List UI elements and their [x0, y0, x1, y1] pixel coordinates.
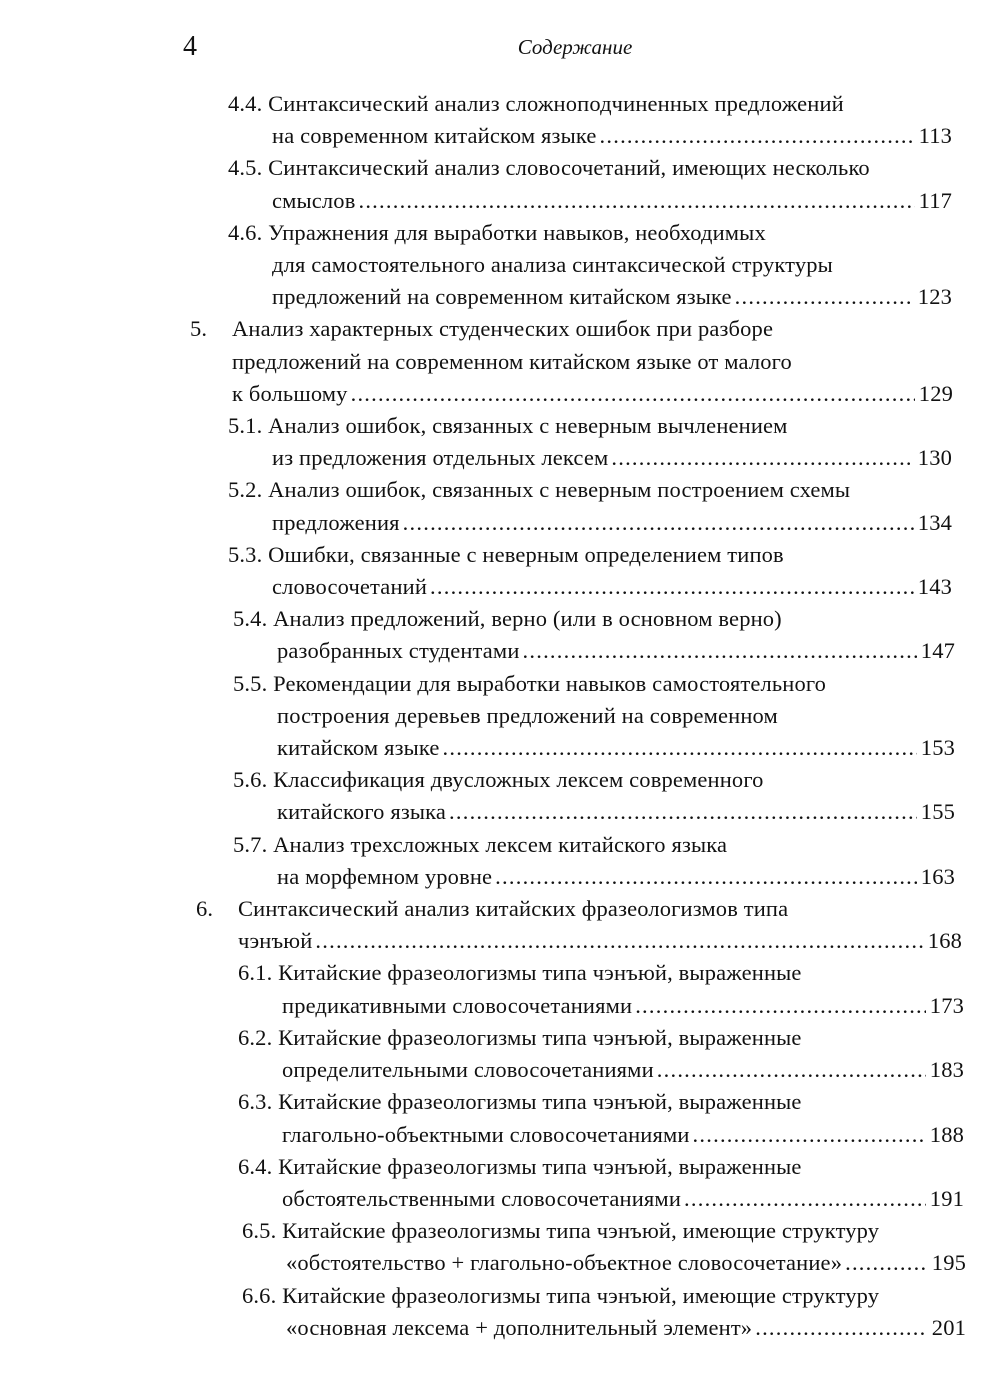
- toc-entry-5-3[interactable]: [0, 539, 1000, 603]
- toc-page-number: 173: [929, 992, 964, 1018]
- toc-entry-number: 6.6.: [242, 1282, 277, 1308]
- toc-entry-title: Анализ ошибок, связанных с неверным вычленением: [268, 413, 788, 439]
- running-title: Содержание: [517, 35, 633, 59]
- dot-leader: [358, 185, 914, 217]
- toc-entry-title-end: чэнъюй: [238, 928, 313, 954]
- dot-leader: [315, 925, 923, 957]
- toc-entry-number: 6.1.: [238, 960, 273, 986]
- dot-leader: [403, 507, 914, 539]
- dot-leader: [443, 732, 917, 764]
- toc-page-number: 155: [920, 799, 955, 825]
- toc-entry-6-6[interactable]: [0, 1280, 1000, 1344]
- toc-entry-5-1[interactable]: [0, 410, 1000, 474]
- toc-entry-6-1[interactable]: [0, 957, 1000, 1021]
- toc-entry-title-end: на современном китайском языке: [272, 123, 597, 149]
- toc-entry-title: Синтаксический анализ словосочетаний, имеющих несколько: [268, 155, 870, 181]
- toc-entry-title: Классификация двусложных лексем современного: [273, 767, 764, 793]
- toc-page-number: 123: [917, 284, 952, 310]
- toc-entry-5-7[interactable]: [0, 829, 1000, 893]
- toc-entry-title-end: определительными словосочетаниями: [282, 1057, 654, 1083]
- toc-entry-title-cont: предложений на современном китайском языке от малого: [232, 348, 792, 374]
- toc-entry-title: Упражнения для выработки навыков, необходимых: [268, 219, 766, 245]
- toc-entry-title: Китайские фразеологизмы типа чэнъюй, выраженные: [278, 1153, 802, 1179]
- toc-entry-number: 5.: [190, 316, 208, 342]
- dot-leader: [735, 281, 914, 313]
- toc-entry-number: 5.5.: [233, 670, 268, 696]
- toc-entry-number: 4.6.: [228, 219, 263, 245]
- toc-entry-6-4[interactable]: [0, 1151, 1000, 1215]
- toc-page-number: 188: [929, 1121, 964, 1147]
- toc-entry-title: Синтаксический анализ сложноподчиненных предложений: [268, 91, 844, 116]
- dot-leader: [693, 1119, 926, 1151]
- toc-page-number: 130: [917, 445, 952, 471]
- toc-page-number: 143: [917, 574, 952, 600]
- toc-entry-title: Китайские фразеологизмы типа чэнъюй, имеющие структуру: [282, 1282, 880, 1308]
- toc-entry-number: 4.5.: [228, 155, 263, 181]
- table-of-contents: [0, 88, 1000, 1344]
- toc-entry-number: 5.6.: [233, 767, 268, 793]
- toc-entry-title: Анализ характерных студенческих ошибок при разборе: [232, 316, 774, 342]
- toc-entry-title-cont: для самостоятельного анализа синтаксической структуры: [272, 252, 833, 278]
- toc-entry-4-4[interactable]: [0, 88, 1000, 152]
- toc-entry-number: 6.4.: [238, 1153, 273, 1179]
- toc-entry-6-2[interactable]: [0, 1022, 1000, 1086]
- toc-entry-4-6[interactable]: [0, 217, 1000, 314]
- toc-page-number: 129: [918, 380, 953, 406]
- toc-entry-title: Китайские фразеологизмы типа чэнъюй, выраженные: [278, 1024, 802, 1050]
- toc-entry-5-6[interactable]: [0, 764, 1000, 828]
- toc-page-number: 163: [920, 863, 955, 889]
- toc-entry-title: Анализ ошибок, связанных с неверным построением схемы: [268, 477, 851, 503]
- toc-entry-number: 5.3.: [228, 541, 263, 567]
- toc-entry-number: 6.3.: [238, 1089, 273, 1115]
- toc-entry-6-3[interactable]: [0, 1086, 1000, 1150]
- toc-entry-title-end: предикативными словосочетаниями: [282, 992, 633, 1018]
- dot-leader: [430, 571, 914, 603]
- toc-entry-number: 4.4.: [228, 91, 263, 116]
- toc-entry-5[interactable]: [0, 313, 1000, 410]
- toc-page-number: 113: [918, 123, 952, 149]
- toc-entry-6-5[interactable]: [0, 1215, 1000, 1279]
- toc-entry-title-end: предложений на современном китайском языке: [272, 284, 732, 310]
- toc-entry-title-end: «основная лексема + дополнительный элемент»: [286, 1314, 753, 1340]
- toc-entry-6[interactable]: [0, 893, 1000, 957]
- dot-leader: [684, 1183, 926, 1215]
- dot-leader: [635, 990, 926, 1022]
- toc-entry-4-5[interactable]: [0, 152, 1000, 216]
- dot-leader: [611, 442, 913, 474]
- toc-page-number: 117: [918, 187, 952, 213]
- toc-entry-title: Синтаксический анализ китайских фразеологизмов типа: [238, 896, 789, 922]
- toc-page-number: 191: [929, 1185, 964, 1211]
- toc-entry-title-end: на морфемном уровне: [277, 863, 493, 889]
- toc-entry-number: 6.: [196, 896, 214, 922]
- toc-page-number: 147: [920, 638, 955, 664]
- toc-entry-title-end: предложения: [272, 509, 400, 535]
- toc-entry-title-end: китайском языке: [277, 735, 440, 761]
- toc-entry-title-cont: построения деревьев предложений на современном: [277, 702, 778, 728]
- toc-entry-title-end: «обстоятельство + глагольно-объектное словосочетание»: [286, 1250, 843, 1276]
- toc-entry-5-5[interactable]: [0, 668, 1000, 765]
- dot-leader: [495, 861, 917, 893]
- toc-entry-title: Китайские фразеологизмы типа чэнъюй, выраженные: [278, 1089, 802, 1115]
- toc-entry-number: 6.2.: [238, 1024, 273, 1050]
- page-number: 4: [183, 31, 197, 62]
- toc-entry-5-2[interactable]: [0, 474, 1000, 538]
- toc-entry-number: 5.7.: [233, 831, 268, 857]
- dot-leader: [657, 1054, 926, 1086]
- toc-page-number: 168: [927, 928, 962, 954]
- toc-entry-title: Китайские фразеологизмы типа чэнъюй, выраженные: [278, 960, 802, 986]
- toc-entry-title: Анализ трехсложных лексем китайского языка: [273, 831, 728, 857]
- toc-page-number: 201: [931, 1314, 966, 1340]
- dot-leader: [755, 1312, 928, 1344]
- toc-page-number: 134: [917, 509, 952, 535]
- toc-entry-title-end: глагольно-объектными словосочетаниями: [282, 1121, 690, 1147]
- toc-page-number: 195: [931, 1250, 966, 1276]
- dot-leader: [600, 120, 915, 152]
- toc-entry-number: 5.2.: [228, 477, 263, 503]
- toc-page-number: 153: [920, 735, 955, 761]
- toc-entry-title: Китайские фразеологизмы типа чэнъюй, имеющие структуру: [282, 1218, 880, 1244]
- toc-entry-title-end: китайского языка: [277, 799, 447, 825]
- dot-leader: [523, 635, 917, 667]
- toc-entry-5-4[interactable]: [0, 603, 1000, 667]
- toc-entry-title: Ошибки, связанные с неверным определением типов: [268, 541, 784, 567]
- toc-entry-title-end: разобранных студентами: [277, 638, 520, 664]
- toc-entry-number: 6.5.: [242, 1218, 277, 1244]
- toc-entry-title: Рекомендации для выработки навыков самостоятельного: [273, 670, 827, 696]
- toc-entry-title-end: смыслов: [272, 187, 356, 213]
- toc-entry-number: 5.4.: [233, 606, 268, 632]
- toc-entry-number: 5.1.: [228, 413, 263, 439]
- dot-leader: [351, 378, 915, 410]
- dot-leader: [449, 796, 917, 828]
- toc-entry-title-end: обстоятельственными словосочетаниями: [282, 1185, 682, 1211]
- dot-leader: [845, 1247, 928, 1279]
- toc-entry-title-end: из предложения отдельных лексем: [272, 445, 609, 471]
- toc-page-number: 183: [929, 1057, 964, 1083]
- toc-entry-title-end: к большому: [232, 380, 348, 406]
- toc-entry-title: Анализ предложений, верно (или в основном верно): [273, 606, 782, 632]
- toc-entry-title-end: словосочетаний: [272, 574, 428, 600]
